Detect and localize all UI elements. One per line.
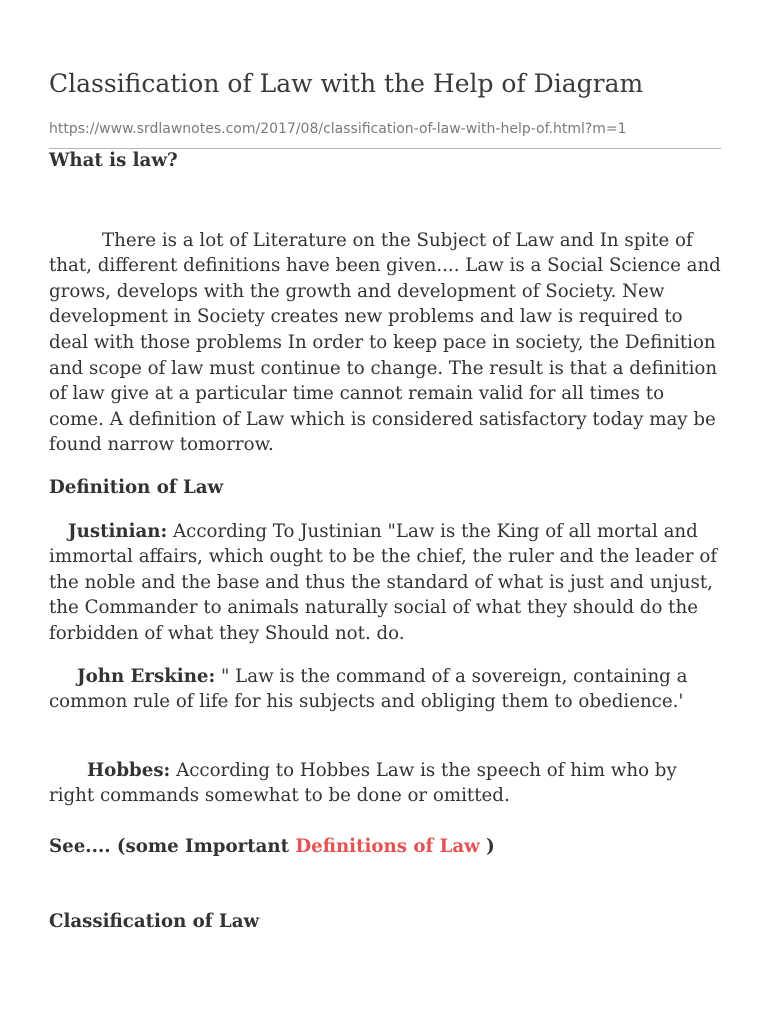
see-also-line bbox=[49, 834, 721, 860]
hobbes-text: According to Hobbes Law is the speech of him who by right commands somewhat to be done or omitted. bbox=[49, 759, 677, 807]
definition-of-law-heading: Definition of Law bbox=[49, 476, 224, 498]
intro-paragraph bbox=[49, 228, 721, 458]
article-body bbox=[49, 148, 721, 935]
hobbes-name: Hobbes: bbox=[87, 759, 171, 781]
intro-paragraph-text: There is a lot of Literature on the Subject of Law and In spite of that, different definitions have been given.... Law is a Social Science and grows, develops with the growth and development of Society. New development in Society creates new problems and law is required to deal with those problems In order to keep pace in society, the Definition and scope of law must continue to change. The result is that a definition of law give at a particular time cannot remain valid for all times to come. A definition of Law which is considered satisfactory today may be found narrow tomorrow. bbox=[49, 229, 721, 456]
definitions-of-law-link[interactable]: Definitions of Law bbox=[295, 835, 480, 857]
what-is-law-heading: What is law? bbox=[49, 150, 178, 171]
hobbes-definition bbox=[49, 758, 721, 809]
see-also-prefix: See.... (some Important bbox=[49, 835, 296, 857]
document-title: Classification of Law with the Help of Diagram bbox=[49, 69, 644, 98]
see-also-suffix: ) bbox=[479, 835, 495, 857]
source-url[interactable]: https://www.srdlawnotes.com/2017/08/classification-of-law-with-help-of.html?m=1 bbox=[49, 121, 627, 137]
john-erskine-name: John Erskine: bbox=[77, 665, 216, 687]
classification-of-law-heading: Classification of Law bbox=[49, 911, 260, 933]
justinian-text: According To Justinian "Law is the King of all mortal and immortal affairs, which ought to be the chief, the ruler and the leader of the noble and the base and thus the standard of what is just and unjust, the Commander to animals naturally social of what they should do the forbidden of what they Should not. do. bbox=[49, 520, 718, 644]
john-erskine-text: " Law is the command of a sovereign, containing a common rule of life for his subjects and obliging them to obedience.' bbox=[49, 665, 688, 713]
john-erskine-definition bbox=[49, 664, 721, 715]
justinian-definition bbox=[49, 519, 721, 647]
justinian-name: Justinian: bbox=[68, 520, 168, 542]
